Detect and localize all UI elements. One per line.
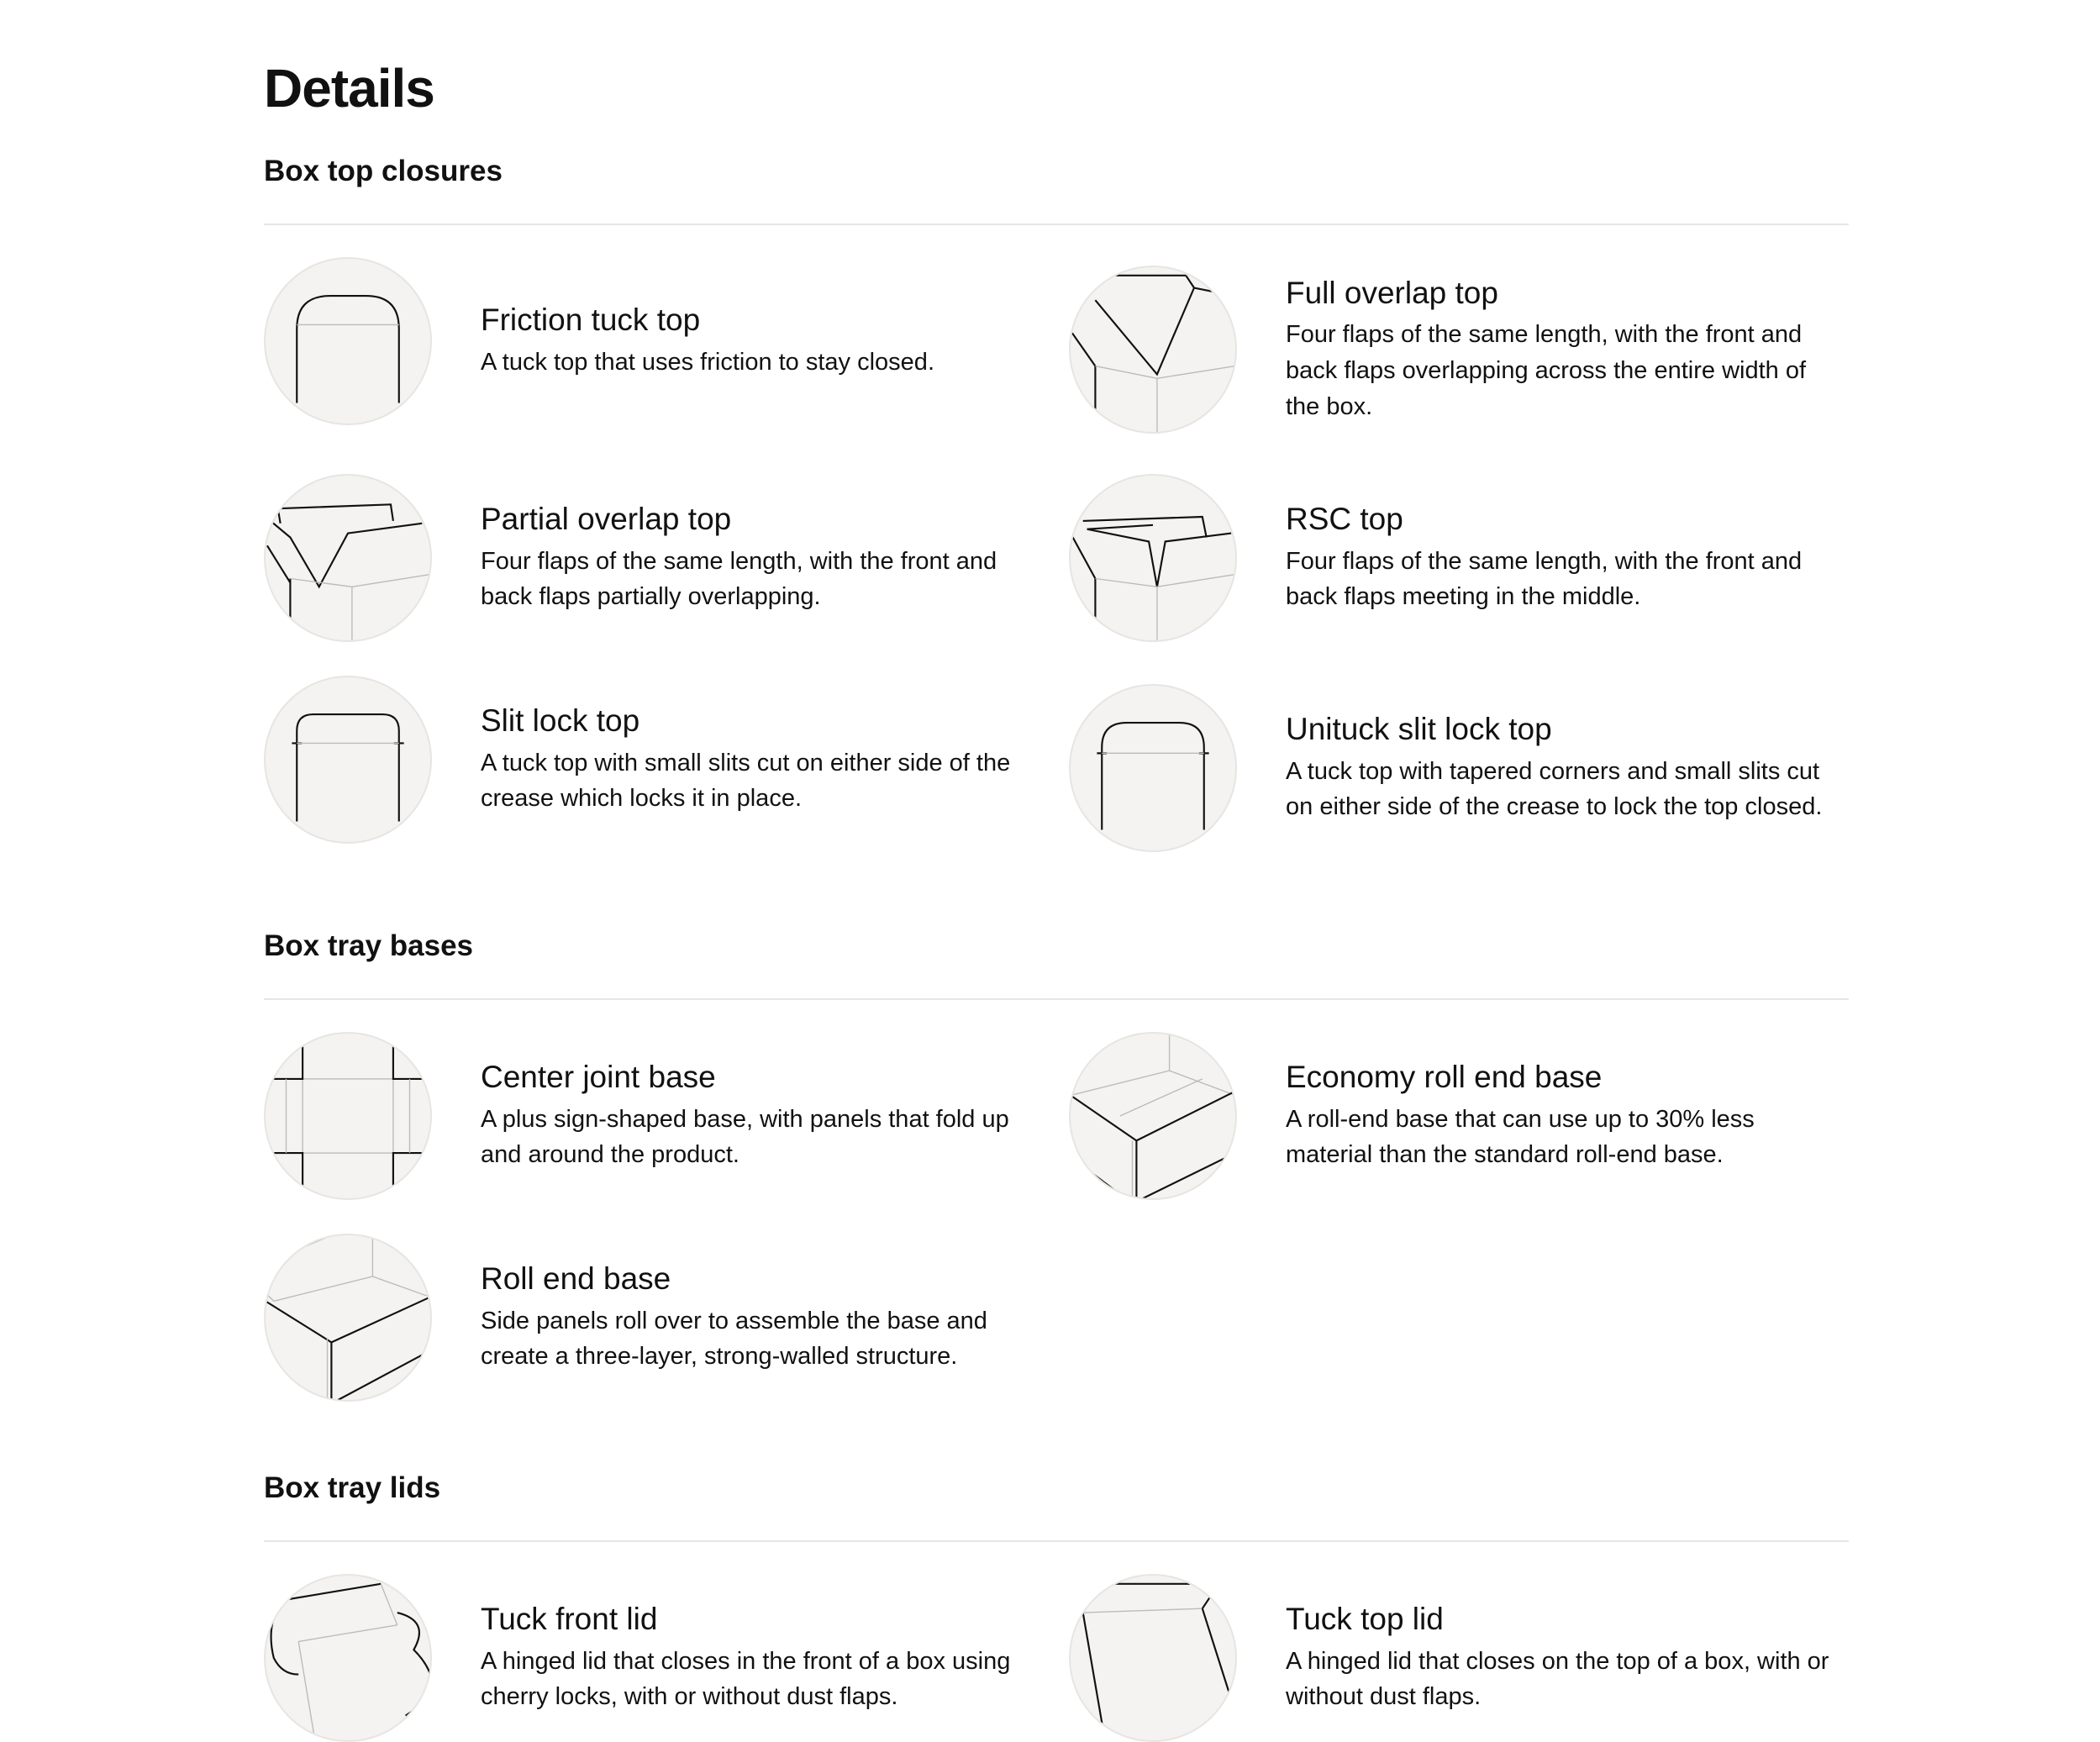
page-title: Details <box>264 58 434 118</box>
option-title: Slit lock top <box>481 703 640 739</box>
option-description: Four flaps of the same length, with the front and back flaps overlapping across the entire width of the box. <box>1286 321 1807 420</box>
option-description: A tuck top with tapered corners and small slits cut on either side of the crease to lock the top closed. <box>1286 757 1823 821</box>
option-tuck-front-lid[interactable] <box>264 1574 1071 1742</box>
option-text <box>481 1260 1027 1375</box>
roll-end-base-icon <box>264 1234 432 1402</box>
option-rsc-top[interactable] <box>1069 474 1876 642</box>
option-description: Four flaps of the same length, with the front and back flaps meeting in the middle. <box>1286 547 1803 611</box>
option-title: Roll end base <box>481 1261 671 1297</box>
option-text <box>1286 275 1832 424</box>
option-roll-end-base[interactable] <box>264 1234 1071 1402</box>
option-title: Unituck slit lock top <box>1286 712 1552 747</box>
option-description: Side panels roll over to assemble the base and create a three-layer, strong-walled structure. <box>481 1307 987 1371</box>
rsc-top-icon <box>1069 474 1237 642</box>
option-economy-roll-end-base[interactable] <box>1069 1032 1876 1200</box>
option-title: Tuck front lid <box>481 1602 658 1637</box>
slit-lock-top-icon <box>264 676 432 844</box>
full-overlap-top-icon <box>1069 266 1237 434</box>
tuck-top-lid-icon <box>1069 1574 1237 1742</box>
section-title: Box top closures <box>264 155 503 187</box>
option-description: A hinged lid that closes on the top of a box, with or without dust flaps. <box>1286 1647 1829 1711</box>
option-text <box>1286 711 1832 825</box>
option-center-joint-base[interactable] <box>264 1032 1071 1200</box>
option-title: Friction tuck top <box>481 303 701 338</box>
partial-overlap-top-icon <box>264 474 432 642</box>
option-text <box>1286 501 1832 615</box>
option-partial-overlap-top[interactable] <box>264 474 1071 642</box>
option-description: A tuck top that uses friction to stay closed. <box>481 348 934 376</box>
option-title: RSC top <box>1286 502 1403 537</box>
option-description: A roll-end base that can use up to 30% less material than the standard roll-end base. <box>1286 1105 1755 1169</box>
option-text <box>481 501 1027 615</box>
option-title: Center joint base <box>481 1060 716 1095</box>
option-full-overlap-top[interactable] <box>1069 266 1876 434</box>
option-description: A hinged lid that closes in the front of a box using cherry locks, with or without dust flaps. <box>481 1647 1011 1711</box>
economy-roll-end-base-icon <box>1069 1032 1237 1200</box>
section-title: Box tray bases <box>264 929 474 962</box>
section-divider <box>264 224 1849 225</box>
option-title: Economy roll end base <box>1286 1060 1603 1095</box>
section-divider <box>264 1540 1849 1542</box>
option-text <box>1286 1601 1832 1715</box>
option-title: Tuck top lid <box>1286 1602 1444 1637</box>
section-title: Box tray lids <box>264 1471 441 1504</box>
option-text <box>481 302 1027 380</box>
unituck-slit-lock-top-icon <box>1069 684 1237 852</box>
option-slit-lock-top[interactable] <box>264 676 1071 844</box>
option-title: Partial overlap top <box>481 502 732 537</box>
option-tuck-top-lid[interactable] <box>1069 1574 1876 1742</box>
option-text <box>481 1601 1027 1715</box>
option-text <box>481 1059 1027 1173</box>
option-description: A tuck top with small slits cut on either side of the crease which locks it in place. <box>481 749 1011 813</box>
center-joint-base-icon <box>264 1032 432 1200</box>
option-title: Full overlap top <box>1286 275 1498 310</box>
option-unituck-slit-lock-top[interactable] <box>1069 684 1876 852</box>
option-description: Four flaps of the same length, with the front and back flaps partially overlapping. <box>481 547 997 611</box>
section-divider <box>264 998 1849 1000</box>
tuck-front-lid-icon <box>264 1574 432 1742</box>
option-text <box>1286 1059 1832 1173</box>
friction-tuck-top-icon <box>264 257 432 425</box>
option-description: A plus sign-shaped base, with panels that fold up and around the product. <box>481 1105 1009 1169</box>
option-text <box>481 703 1027 817</box>
option-friction-tuck-top[interactable] <box>264 257 1071 425</box>
